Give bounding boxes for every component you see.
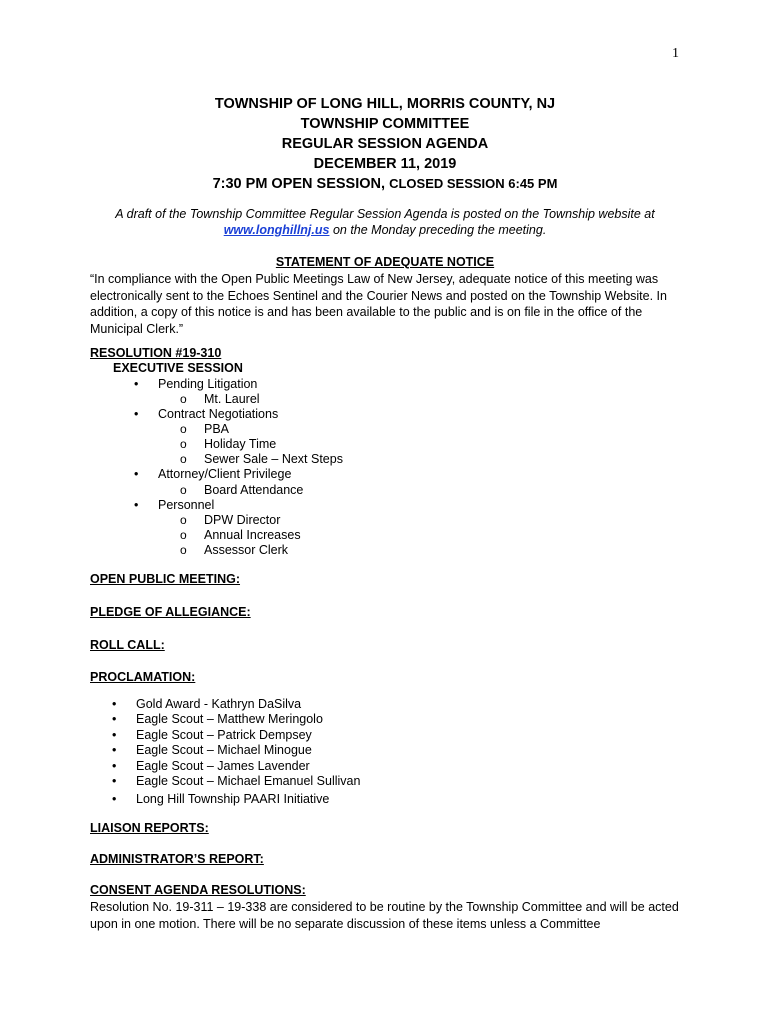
sub-bullet-mark: o: [180, 513, 187, 527]
list-item: [112, 728, 312, 743]
list-item-label: Contract Negotiations: [158, 407, 279, 421]
resolution-heading: RESOLUTION #19-310: [90, 346, 222, 360]
bullet-mark: •: [112, 792, 117, 806]
bullet-mark: •: [112, 743, 117, 757]
list-item: [134, 498, 215, 513]
proclamation-heading: PROCLAMATION:: [90, 670, 196, 684]
list-item: [112, 759, 310, 774]
sub-bullet-mark: o: [180, 452, 187, 466]
executive-session-heading: EXECUTIVE SESSION: [113, 361, 243, 375]
list-subitem: [180, 543, 289, 558]
list-item: [112, 743, 312, 758]
township-website-link[interactable]: www.longhillnj.us: [223, 223, 330, 237]
list-item-label: Eagle Scout – James Lavender: [136, 759, 310, 773]
open-session-time: 7:30 PM OPEN SESSION,: [212, 176, 386, 192]
title-date: DECEMBER 11, 2019: [313, 156, 457, 172]
list-subitem: [180, 483, 304, 498]
list-subitem: [180, 437, 277, 452]
consent-agenda-body: Resolution No. 19-311 – 19-338 are considered to be routine by the Township Committee and will be acted upon in one motion. There will be no separate discussion of these items unless a Committee: [90, 900, 679, 931]
sub-bullet-mark: o: [180, 437, 187, 451]
bullet-mark: •: [134, 377, 139, 391]
sub-bullet-mark: o: [180, 422, 187, 436]
list-item: [112, 697, 302, 712]
sub-bullet-mark: o: [180, 528, 187, 542]
list-subitem: [180, 513, 281, 528]
list-subitem-label: PBA: [204, 422, 230, 436]
liaison-reports-heading: LIAISON REPORTS:: [90, 821, 209, 835]
bullet-mark: •: [134, 467, 139, 481]
open-public-meeting-heading: OPEN PUBLIC MEETING:: [90, 572, 241, 586]
title-agenda: REGULAR SESSION AGENDA: [281, 136, 489, 152]
page-number: 1: [672, 46, 679, 61]
bullet-mark: •: [134, 498, 139, 512]
list-item: [134, 377, 258, 392]
intro-text-1: A draft of the Township Committee Regular Session Agenda is posted on the Township website at: [115, 207, 655, 221]
administrators-report-heading: ADMINISTRATOR’S REPORT:: [90, 852, 264, 866]
list-item-label: Eagle Scout – Matthew Meringolo: [136, 712, 323, 726]
list-item-label: Pending Litigation: [158, 377, 258, 391]
roll-call-heading: ROLL CALL:: [90, 638, 165, 652]
agenda-title-block: [0, 94, 770, 194]
bullet-mark: •: [112, 697, 117, 711]
list-subitem-label: Sewer Sale – Next Steps: [204, 452, 343, 466]
bullet-mark: •: [112, 774, 117, 788]
list-subitem-label: Board Attendance: [204, 483, 304, 497]
list-subitem: [180, 422, 230, 437]
list-subitem-label: Assessor Clerk: [204, 543, 289, 557]
list-item: [112, 712, 323, 727]
bullet-mark: •: [112, 728, 117, 742]
list-subitem: [180, 452, 343, 467]
list-item: [112, 774, 361, 789]
list-subitem-label: Holiday Time: [204, 437, 277, 451]
sub-bullet-mark: o: [180, 543, 187, 557]
sub-bullet-mark: o: [180, 483, 187, 497]
list-subitem-label: Annual Increases: [204, 528, 301, 542]
list-item-label: Eagle Scout – Michael Minogue: [136, 743, 312, 757]
intro-note: [100, 206, 670, 238]
title-township: TOWNSHIP OF LONG HILL, MORRIS COUNTY, NJ: [214, 96, 556, 112]
list-item-label: Personnel: [158, 498, 215, 512]
bullet-mark: •: [112, 759, 117, 773]
list-subitem-label: Mt. Laurel: [204, 392, 260, 406]
list-subitem-label: DPW Director: [204, 513, 281, 527]
intro-text-2: on the Monday preceding the meeting.: [332, 223, 547, 237]
bullet-mark: •: [112, 712, 117, 726]
closed-session-time: CLOSED SESSION 6:45 PM: [389, 176, 558, 191]
list-item: [134, 407, 279, 422]
list-item-label: Eagle Scout – Patrick Dempsey: [136, 728, 312, 742]
list-item: [134, 467, 292, 482]
list-item-label: Attorney/Client Privilege: [158, 467, 292, 481]
title-committee: TOWNSHIP COMMITTEE: [300, 116, 470, 132]
statement-body: “In compliance with the Open Public Meetings Law of New Jersey, adequate notice of this meeting was electronically sent to the Echoes Sentinel and the Courier News and posted on the Township Website. In addition, a copy of this notice is and has been available to the public and is on file in the office of the Municipal Clerk.”: [90, 272, 667, 336]
list-item-label: Long Hill Township PAARI Initiative: [136, 792, 330, 806]
list-item: [112, 792, 330, 807]
list-subitem: [180, 528, 301, 543]
pledge-heading: PLEDGE OF ALLEGIANCE:: [90, 605, 251, 619]
statement-heading: STATEMENT OF ADEQUATE NOTICE: [275, 255, 495, 269]
title-session-times: [0, 174, 770, 194]
bullet-mark: •: [134, 407, 139, 421]
list-item-label: Eagle Scout – Michael Emanuel Sullivan: [136, 774, 361, 788]
consent-agenda-heading: CONSENT AGENDA RESOLUTIONS:: [90, 883, 306, 897]
list-subitem: [180, 392, 260, 407]
list-item-label: Gold Award - Kathryn DaSilva: [136, 697, 302, 711]
sub-bullet-mark: o: [180, 392, 187, 406]
